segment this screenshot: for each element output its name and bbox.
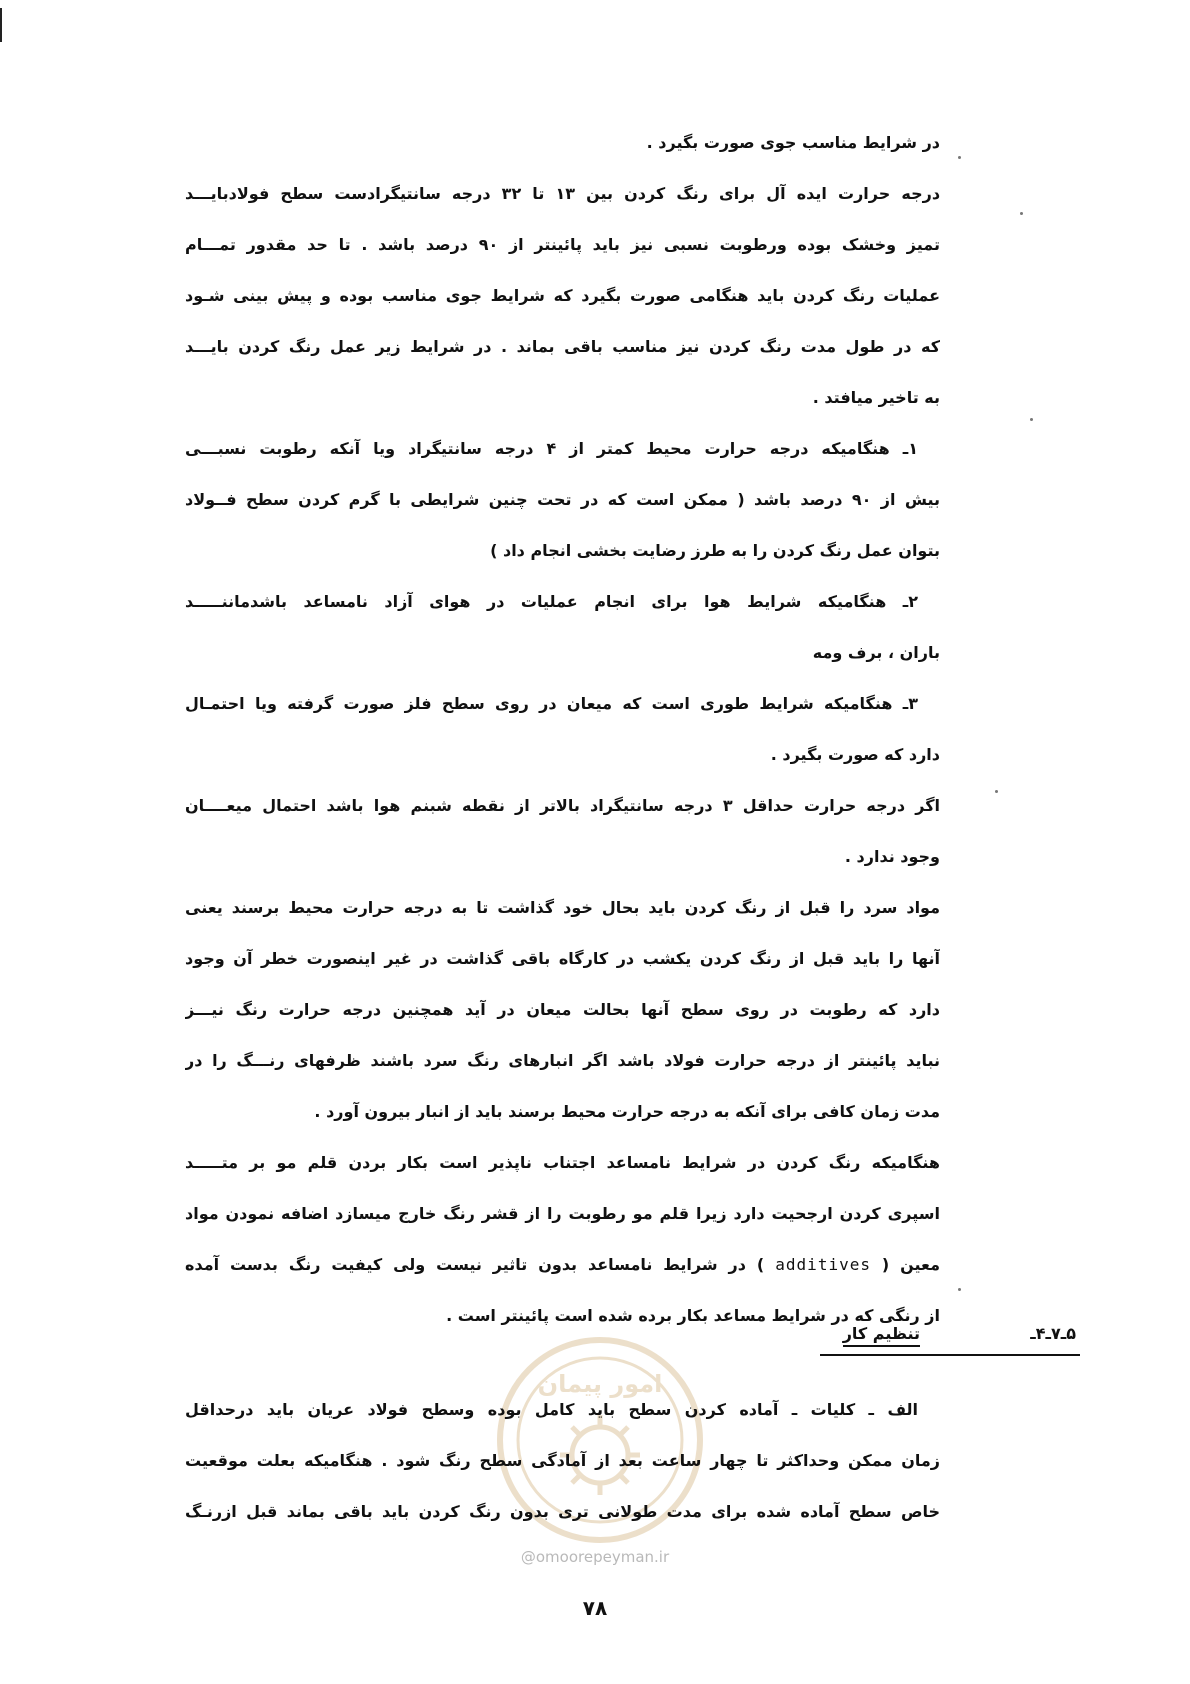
text-line: عملیات رنگ کردن باید هنگامی صورت بگیرد که شرایط جوی مناسب بوده و پیش بینی شـود [185, 286, 940, 305]
text-line [185, 1250, 940, 1279]
text-line: از رنگی که در شرایط مساعد بکار برده شده است پائینتر است . [446, 1306, 940, 1325]
text-line: نباید پائینتر از درجه حرارت فولاد باشد اگر انبارهای رنگ سرد باشند ظرفهای رنـــگ را در [185, 1051, 940, 1070]
text-line: الف ـ کلیات ـ آماده کردن سطح باید کامل بوده وسطح فولاد عریان باید درحداقل [185, 1400, 918, 1419]
text-line: تمیز وخشک بوده ورطوبت نسبی نیز باید پائینتر از ۹۰ درصد باشد . تا حد مقدور تمـــام [185, 235, 940, 254]
list-item: ۱ـ هنگامیکه درجه حرارت محیط کمتر از ۴ درجه سانتیگراد ویا آنکه رطوبت نسبـــی [185, 439, 918, 458]
list-item: ۲ـ هنگامیکه شرایط هوا برای انجام عملیات در هوای آزاد نامساعد باشدماننـــــد [185, 592, 918, 611]
english-term: additives [775, 1255, 871, 1274]
text-line: که در طول مدت رنگ کردن نیز مناسب باقی بماند . در شرایط زیر عمل رنگ کردن بایـــد [185, 337, 940, 356]
text-line: دارد که رطوبت در روی سطح آنها بحالت میعان در آید همچنین درجه حرارت رنگ نیـــز [185, 1000, 940, 1019]
scan-speck [958, 156, 961, 159]
list-item: ۳ـ هنگامیکه شرایط طوری است که میعان در روی سطح فلز صورت گرفته ویا احتمـال [185, 694, 918, 713]
body-text-continued [185, 1384, 940, 1537]
page-number: ۷۸ [582, 1596, 608, 1620]
text-line: در شرایط مناسب جوی صورت بگیرد . [646, 133, 940, 152]
watermark-url: @omoorepeyman.ir [520, 1548, 670, 1566]
scan-speck [1030, 418, 1033, 421]
scan-speck [1020, 212, 1023, 215]
text-line: مواد سرد را قبل از رنگ کردن باید بحال خود گذاشت تا به درجه حرارت محیط برسند یعنی [185, 898, 940, 917]
text-line: درجه حرارت ایده آل برای رنگ کردن بین ۱۳ تا ۳۲ درجه سانتیگرادست سطح فولادبایـــد [185, 184, 940, 203]
text-line: باران ، برف ومه [812, 643, 940, 662]
text-line: آنها را باید قبل از رنگ کردن یکشب در کارگاه باقی گذاشت در غیر اینصورت خطر آن وجود [185, 949, 940, 968]
text-line: خاص سطح آماده شده برای مدت طولانی تری بدون رنگ کردن باید باقی بماند قبل ازرنـگ [185, 1502, 940, 1521]
text-line: هنگامیکه رنگ کردن در شرایط نامساعد اجتناب ناپذیر است بکار بردن قلم مو بر متـــــد [185, 1153, 940, 1172]
text-line: اگر درجه حرارت حداقل ۳ درجه سانتیگراد بالاتر از نقطه شبنم هوا باشد احتمال میعــــان [185, 796, 940, 815]
body-text [185, 128, 940, 1330]
text-line: مدت زمان کافی برای آنکه به درجه حرارت محیط برسند باید از انبار بیرون آورد . [314, 1102, 940, 1121]
section-number: ۵ـ۷ـ۴ـ [1030, 1324, 1076, 1343]
scan-speck [958, 1288, 961, 1291]
section-title: تنظیم کار [843, 1324, 920, 1347]
watermark-seal-text: امور پیمان [537, 1370, 663, 1398]
term-suffix: ) در شرایط نامساعد بدون تاثیر نیست ولی کیفیت رنگ بدست آمده [185, 1255, 765, 1274]
term-prefix: معین ( [881, 1255, 940, 1274]
text-line: وجود ندارد . [844, 847, 940, 866]
text-line: بیش از ۹۰ درصد باشد ( ممکن است که در تحت چنین شرایطی با گرم کردن سطح فــولاد [185, 490, 940, 509]
text-line: به تاخیر میافتد . [812, 388, 940, 407]
text-line: زمان ممکن وحداکثر تا چهار ساعت بعد از آمادگی سطح رنگ شود . هنگامیکه بعلت موقعیت [185, 1451, 940, 1470]
text-line: دارد که صورت بگیرد . [770, 745, 940, 764]
text-line: بتوان عمل رنگ کردن را به طرز رضایت بخشی انجام داد ) [490, 541, 940, 560]
scan-edge-mark [0, 8, 2, 42]
scan-speck [995, 790, 998, 793]
text-line: اسپری کردن ارجحیت دارد زیرا قلم مو رطوبت را از قشر رنگ خارج میسازد اضافه نمودن مواد [185, 1204, 940, 1223]
section-heading [820, 1320, 1080, 1356]
